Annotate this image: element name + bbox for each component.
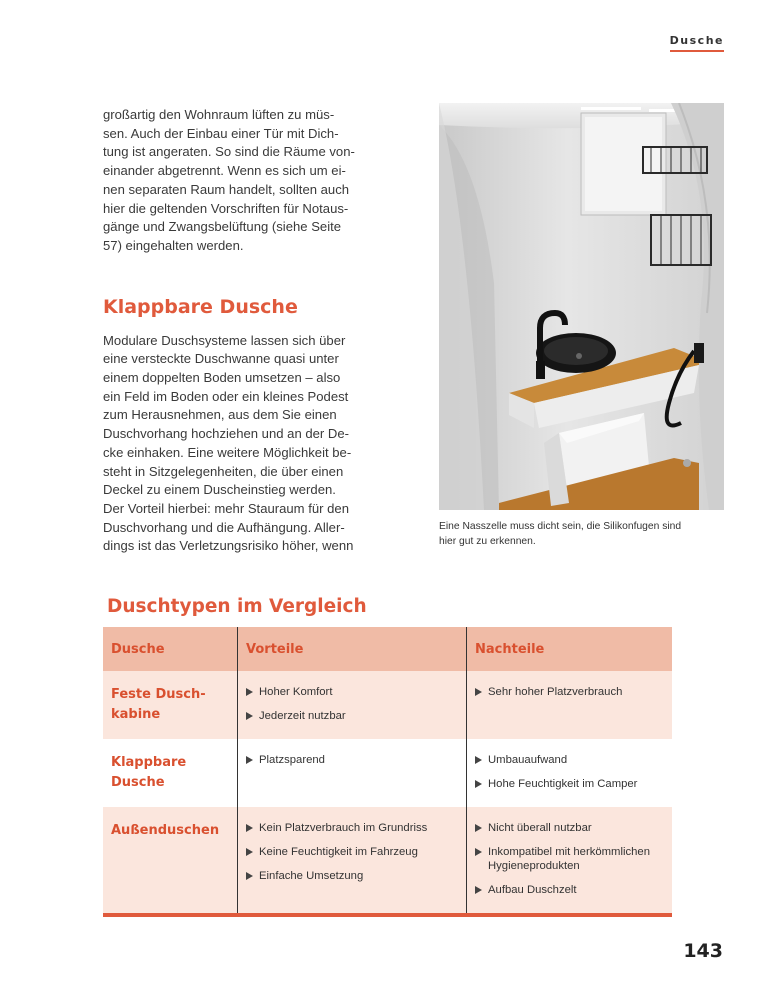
text-line: hier die geltenden Vorschriften für Notaus- xyxy=(103,200,349,216)
text-line: nen separaten Raum handelt, sollten auch xyxy=(103,181,350,197)
pro-item: Jederzeit nutzbar xyxy=(246,709,458,723)
caption-line: Eine Nasszelle muss dicht sein, die Silikonfugen sind xyxy=(439,521,682,532)
table-row xyxy=(103,807,672,913)
text-line: gänge und Zwangsbelüftung (siehe Seite xyxy=(103,219,342,235)
text-line: Deckel zu einem Duscheinstieg werden. xyxy=(103,482,336,498)
text-line: dings ist das Verletzungsrisiko höher, wenn xyxy=(103,538,354,554)
bathroom-photo xyxy=(439,103,724,510)
pros-cell xyxy=(237,671,466,739)
caption-line: hier gut zu erkennen. xyxy=(439,536,536,547)
con-item: Aufbau Duschzelt xyxy=(475,883,664,897)
text-line: cke einhaken. Eine weitere Möglichkeit be- xyxy=(103,444,352,460)
text-line: Der Vorteil hierbei: mehr Stauraum für den xyxy=(103,500,349,516)
page-number: 143 xyxy=(683,940,723,962)
pro-item: Platzsparend xyxy=(246,753,458,767)
con-item: Inkompatibel mit herkömmlichen Hygieneprodukten xyxy=(475,845,668,873)
text-line: einem doppelten Boden umsetzen – also xyxy=(103,370,341,386)
shower-type-name: Klappbare Dusche xyxy=(111,755,187,790)
text-line: tung ist angeraten. So sind die Räume von- xyxy=(103,144,355,160)
column-header-pros: Vorteile xyxy=(237,627,466,671)
cons-cell xyxy=(466,739,672,807)
pro-item: Kein Platzverbrauch im Grundriss xyxy=(246,821,458,835)
section-heading: Klappbare Dusche xyxy=(103,295,298,318)
pros-cell xyxy=(237,807,466,913)
text-column xyxy=(103,106,381,556)
con-item: Umbauaufwand xyxy=(475,753,664,767)
column-header-shower: Dusche xyxy=(111,641,165,657)
text-line: Duschvorhang und die Aufhängung. Aller- xyxy=(103,519,345,535)
text-line: 57) eingehalten werden. xyxy=(103,237,244,253)
shower-type-name: Außenduschen xyxy=(111,823,220,838)
section-paragraph xyxy=(103,332,381,556)
photo-caption xyxy=(439,519,724,549)
column-header-cons: Nachteile xyxy=(466,627,672,671)
text-line: eine versteckte Duschwanne quasi unter xyxy=(103,351,339,367)
con-item: Sehr hoher Platzverbrauch xyxy=(475,685,664,699)
text-line: zum Herausnehmen, aus dem Sie einen xyxy=(103,407,337,423)
con-item: Hohe Feuchtigkeit im Camper xyxy=(475,777,664,791)
pro-item: Einfache Umsetzung xyxy=(246,869,458,883)
text-line: Modulare Duschsysteme lassen sich über xyxy=(103,332,346,348)
table-title: Duschtypen im Vergleich xyxy=(107,596,367,617)
text-line: ein Feld im Boden oder ein kleines Podest xyxy=(103,388,349,404)
cons-cell xyxy=(466,671,672,739)
table-row xyxy=(103,671,672,739)
comparison-table xyxy=(103,627,672,917)
table-header-row xyxy=(103,627,672,671)
table-row xyxy=(103,739,672,807)
running-head: Dusche xyxy=(670,34,724,52)
text-line: einander abgetrennt. Wenn es sich um ei- xyxy=(103,163,346,179)
text-line: steht in Sitzgelegenheiten, die über einen xyxy=(103,463,344,479)
shower-type-name: Feste Dusch- kabine xyxy=(111,687,206,722)
text-line: Duschvorhang hochziehen und an der De- xyxy=(103,426,350,442)
intro-paragraph xyxy=(103,106,381,256)
pro-item: Keine Feuchtigkeit im Fahrzeug xyxy=(246,845,458,859)
text-line: sen. Auch der Einbau einer Tür mit Dich- xyxy=(103,125,339,141)
cons-cell xyxy=(466,807,672,913)
text-line: großartig den Wohnraum lüften zu müs- xyxy=(103,107,335,122)
pro-item: Hoher Komfort xyxy=(246,685,458,699)
wet-cell-illustration xyxy=(439,103,724,510)
pros-cell xyxy=(237,739,466,807)
con-item: Nicht überall nutzbar xyxy=(475,821,664,835)
